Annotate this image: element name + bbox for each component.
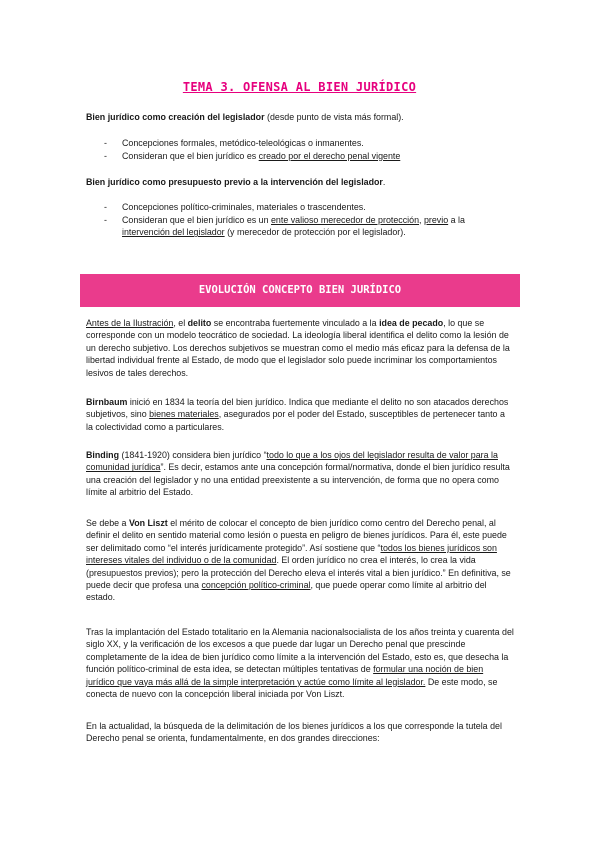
section1-list [104, 137, 514, 162]
text-fragment: , que puede operar como límite al arbitrio del estado. [86, 580, 487, 603]
underlined-phrase: bienes materiales [149, 409, 219, 420]
paragraph-6 [86, 720, 514, 745]
paragraph-1 [86, 317, 514, 379]
text-fragment: De este modo, se conecta de nuevo con la concepción liberal iniciada por Von Liszt. [86, 676, 498, 700]
paragraph-3 [86, 449, 514, 499]
list-item-text: Consideran que el bien jurídico es un [122, 214, 271, 225]
underlined-phrase: intervención del legislador [122, 227, 225, 238]
underlined-phrase: ente valioso merecedor de protección [271, 214, 420, 225]
text-fragment: , lo que se corresponde con un modelo teocrático de sociedad. La ideología liberal identifica el delito como la lesión de un derecho subjetivo. Los derechos subjetivos se muestran como el medio más eficaz para la defensa de la libertad individual frente al Estado, de modo que el legislador solo puede incriminar los comportamientos lesivos de tales derechos. [86, 318, 510, 378]
bold-term: idea de pecado [379, 318, 444, 328]
list-item [104, 214, 514, 239]
text-fragment: , asegurados por el poder del Estado, susceptibles de pertenecer tanto a la colectividad como a particulares. [86, 409, 505, 432]
paragraph-2 [86, 396, 514, 433]
underlined-phrase: todo lo que a los ojos del legislador resulta de valor para la comunidad jurídica [86, 450, 498, 473]
text-fragment: . El orden jurídico no crea el interés, lo crea la vida (presupuestos previos); pero la protección del Derecho eleva el interés vital a bien jurídico.” En definitiva, se puede decir que profesa una [86, 555, 511, 591]
list-item-text: Consideran que el bien jurídico es [122, 150, 259, 161]
bold-term: delito [187, 318, 212, 328]
list-item-text: Concepciones político-criminales, materiales o trascendentes. [122, 202, 366, 212]
underlined-phrase: Antes de la Ilustración [86, 318, 174, 328]
text-fragment: (1841-1920) considera bien jurídico “ [119, 450, 267, 460]
underlined-phrase: previo [423, 214, 449, 225]
page-title: TEMA 3. OFENSA AL BIEN JURÍDICO [182, 80, 417, 94]
text-fragment: (y merecedor de protección por el legislador). [224, 227, 406, 238]
underlined-phrase: todos los bienes jurídicos son intereses vitales del individuo o de la comunidad [86, 542, 497, 566]
heading-bold: Bien jurídico como creación del legislador [86, 112, 265, 122]
underlined-phrase: creado por el derecho penal vigente [258, 150, 401, 161]
list-item [104, 201, 514, 214]
text-fragment: inició en 1834 la teoría del bien jurídico. Indica que mediante el delito no son atacados derechos subjetivos, sino [86, 397, 509, 420]
text-fragment: En la actualidad, la búsqueda de la delimitación de los bienes jurídicos a los que corresponde la tutela del Derecho penal se orienta, fundamentalmente, en dos grandes direcciones: [86, 721, 502, 744]
section2-heading [86, 176, 514, 188]
section1-heading [86, 111, 514, 123]
underlined-phrase: formular una noción de bien jurídico que vaya más allá de la simple interpretación y actúe como límite al legislador. [86, 664, 484, 687]
heading-suffix: . [382, 177, 386, 187]
list-item [104, 150, 514, 163]
text-fragment: se encontraba fuertemente vinculado a la [211, 318, 380, 328]
paragraph-5 [86, 626, 514, 700]
text-fragment: Se debe a [86, 518, 129, 528]
bold-term: Von Liszt [128, 518, 168, 528]
list-item-text: Concepciones formales, metódico-teleológicas o inmanentes. [122, 138, 364, 148]
text-fragment: , [419, 214, 424, 225]
text-fragment: ”. Es decir, estamos ante una concepción formal/normativa, donde el bien jurídico resulta una creación del legislador y no una entidad preexistente a su intervención, de forma que no opera como límite al arbitrio del Estado. [86, 462, 510, 498]
section2-list [104, 201, 514, 239]
list-item [104, 137, 514, 150]
underlined-phrase: concepción político-criminal [201, 580, 311, 591]
text-fragment: a la [448, 214, 465, 225]
paragraph-4 [86, 517, 514, 604]
bold-term: Birnbaum [86, 397, 128, 407]
heading-suffix: (desde punto de vista más formal). [264, 112, 404, 122]
bold-term: Binding [86, 450, 120, 460]
section-banner: EVOLUCIÓN CONCEPTO BIEN JURÍDICO [80, 274, 520, 307]
text-fragment: el mérito de colocar el concepto de bien jurídico como centro del Derecho penal, al definir el delito en sentido material como lesión o puesta en peligro de bienes jurídicos. Para él, este puede ser delimitado como “el interés jurídicamente protegido”. Así sostiene que “ [86, 518, 507, 553]
text-fragment: , el [173, 318, 188, 328]
heading-bold: Bien jurídico como presupuesto previo a la intervención del legislador [86, 177, 383, 187]
text-fragment: Tras la implantación del Estado totalitario en la Alemania nacionalsocialista de los años treinta y cuarenta del siglo XX, y la verificación de los excesos a que puede dar lugar un Derecho penal que prescinde completamente de la idea de bien jurídico como límite a la intervención del Estado, esto es, que desecha la función político-criminal de esta idea, se detectan múltiples tentativas de [86, 627, 514, 675]
